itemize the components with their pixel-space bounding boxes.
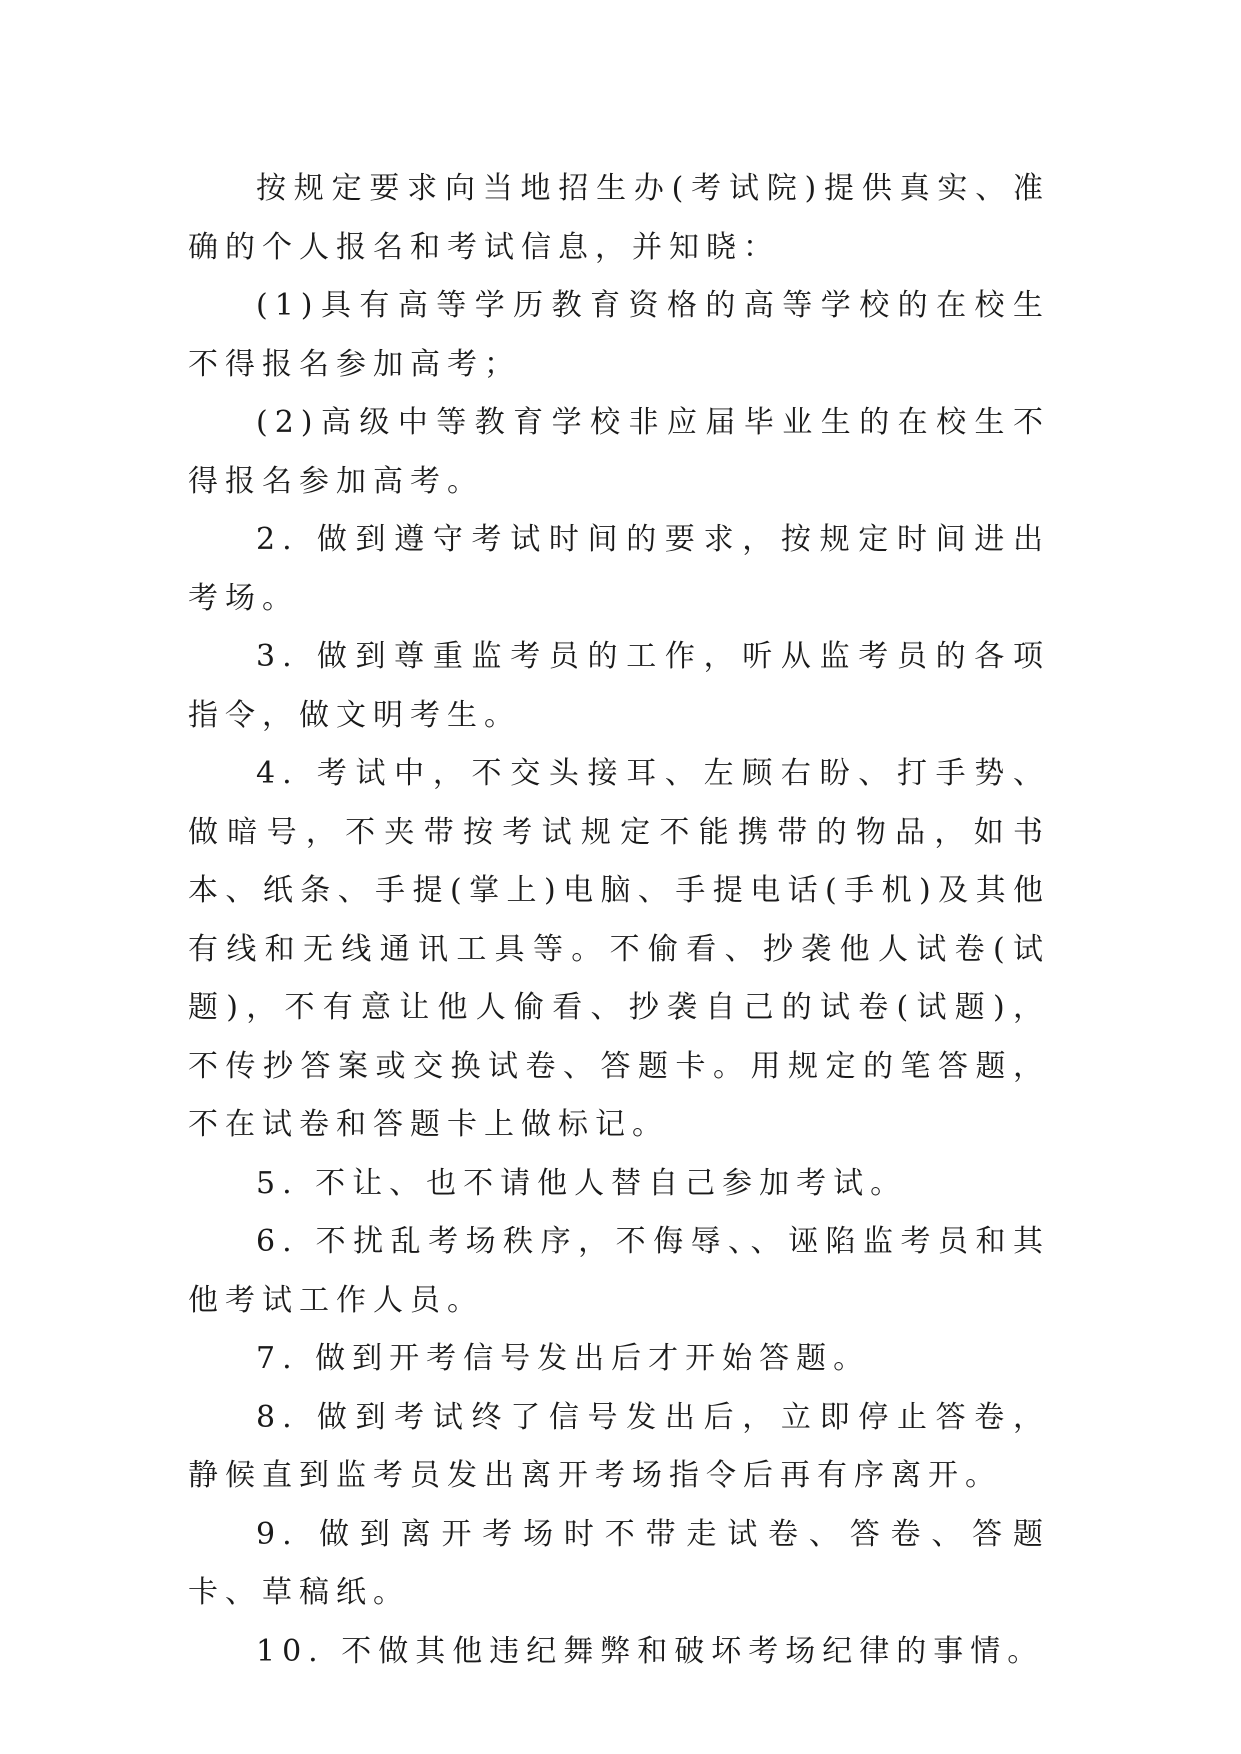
paragraph-sub-item-1: (1)具有高等学历教育资格的高等学校的在校生不得报名参加高考； (188, 288, 1050, 382)
paragraph-item-9: 9. 做到离开考场时不带走试卷、答卷、答题卡、草稿纸。 (188, 1516, 1050, 1610)
paragraph-item-3: 3. 做到尊重监考员的工作，听从监考员的各项指令，做文明考生。 (188, 639, 1050, 733)
paragraph-item-5: 5. 不让、也不请他人替自己参加考试。 (256, 1165, 908, 1201)
paragraph-sub-item-2: (2)高级中等教育学校非应届毕业生的在校生不得报名参加高考。 (188, 405, 1050, 499)
paragraph-item-2: 2. 做到遵守考试时间的要求，按规定时间进出考场。 (188, 522, 1050, 616)
paragraph-item-8: 8. 做到考试终了信号发出后，立即停止答卷，静候直到监考员发出离开考场指令后再有序离开。 (188, 1399, 1050, 1493)
paragraph-intro: 按规定要求向当地招生办(考试院)提供真实、准确的个人报名和考试信息，并知晓： (188, 171, 1050, 265)
paragraph-item-6: 6. 不扰乱考场秩序，不侮辱、、诬陷监考员和其他考试工作人员。 (188, 1224, 1050, 1318)
paragraph-item-7: 7. 做到开考信号发出后才开始答题。 (256, 1341, 871, 1376)
document-body (188, 160, 1050, 1681)
paragraph-item-10: 10. 不做其他违纪舞弊和破坏考场纪律的事情。 (256, 1633, 1045, 1669)
paragraph-item-4: 4. 考试中，不交头接耳、左顾右盼、打手势、做暗号，不夹带按考试规定不能携带的物品，如书本、纸条、手提(掌上)电脑、手提电话(手机)及其他有线和无线通讯工具等。不偷看、抄袭他人试卷(试题)，不有意让他人偷看、抄袭自己的试卷(试题)，不传抄答案或交换试卷、答题卡。用规定的笔答题，不在试卷和答题卡上做标记。 (188, 756, 1050, 1142)
